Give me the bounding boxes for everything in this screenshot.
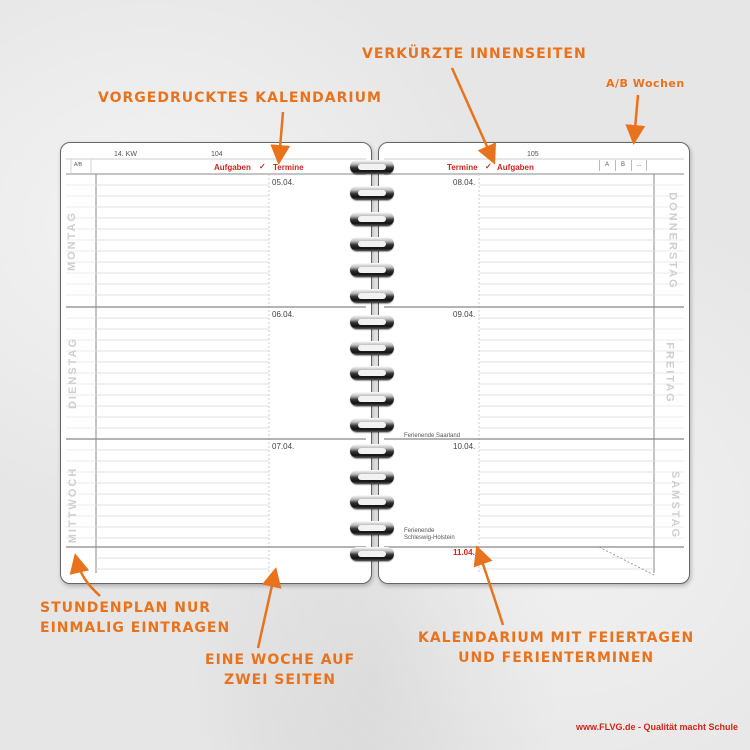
day-label-monday: MONTAG (66, 210, 79, 272)
right-check-icon: ✓ (485, 162, 492, 171)
left-termine-header: Termine (273, 163, 304, 172)
day-label-thursday: DONNERSTAG (666, 192, 679, 290)
footer-brand[interactable]: www.FLVG.de - Qualität macht Schule (575, 722, 738, 732)
left-page-number: 104 (211, 151, 223, 158)
arrow-ab-wochen (634, 95, 638, 140)
callout-vorgedrucktes-kalendarium: VORGEDRUCKTES KALENDARIUM (98, 90, 382, 106)
right-termine-header: Termine (447, 163, 478, 172)
ab-box-a[interactable]: A (599, 160, 614, 171)
date-monday: 05.04. (272, 178, 295, 187)
ab-box-b[interactable]: B (615, 160, 630, 171)
day-label-saturday: SAMSTAG (669, 470, 682, 540)
date-friday: 09.04. (453, 310, 476, 319)
day-label-wednesday: MITTWOCH (67, 466, 80, 544)
date-thursday: 08.04. (453, 178, 476, 187)
callout-eine-woche-line1: EINE WOCHE AUF (205, 652, 356, 668)
arrow-kalendarium (478, 550, 503, 625)
callout-stundenplan-line1: STUNDENPLAN NUR (40, 600, 212, 616)
left-check-icon: ✓ (259, 162, 266, 171)
note-ferienende-saarland: Ferienende Saarland (404, 433, 461, 439)
note-ferienende-sh-1: Ferienende (404, 528, 435, 534)
date-tuesday: 06.04. (272, 310, 295, 319)
callout-stundenplan-line2: EINMALIG EINTRAGEN (40, 620, 231, 636)
right-page-number: 105 (527, 151, 539, 158)
note-ferienende-sh-2: Schleswig-Holstein (404, 535, 455, 541)
date-saturday: 10.04. (453, 442, 476, 451)
callout-eine-woche-line2: ZWEI SEITEN (224, 672, 336, 688)
day-label-friday: FREITAG (663, 342, 676, 404)
ab-box-more[interactable]: ... (631, 160, 647, 171)
left-aufgaben-header: Aufgaben (214, 163, 251, 172)
arrow-stundenplan (76, 558, 100, 596)
date-sunday: 11.04. (453, 548, 475, 557)
day-label-tuesday: DIENSTAG (67, 336, 80, 410)
callout-kalendarium-line2: UND FERIENTERMINEN (458, 650, 655, 666)
date-wednesday: 07.04. (272, 442, 295, 451)
arrow-vorgedruckt (279, 112, 283, 160)
arrow-verkuerzt (452, 68, 493, 160)
right-aufgaben-header: Aufgaben (497, 163, 534, 172)
callout-verkuerzte-innenseiten: VERKÜRZTE INNENSEITEN (362, 46, 587, 62)
left-ab-label: A/B (74, 162, 83, 168)
callout-kalendarium-line1: KALENDARIUM MIT FEIERTAGEN (418, 630, 695, 646)
week-number: 14. KW (114, 151, 137, 158)
arrow-woche (258, 572, 275, 648)
callout-ab-wochen: A/B Wochen (606, 77, 685, 90)
